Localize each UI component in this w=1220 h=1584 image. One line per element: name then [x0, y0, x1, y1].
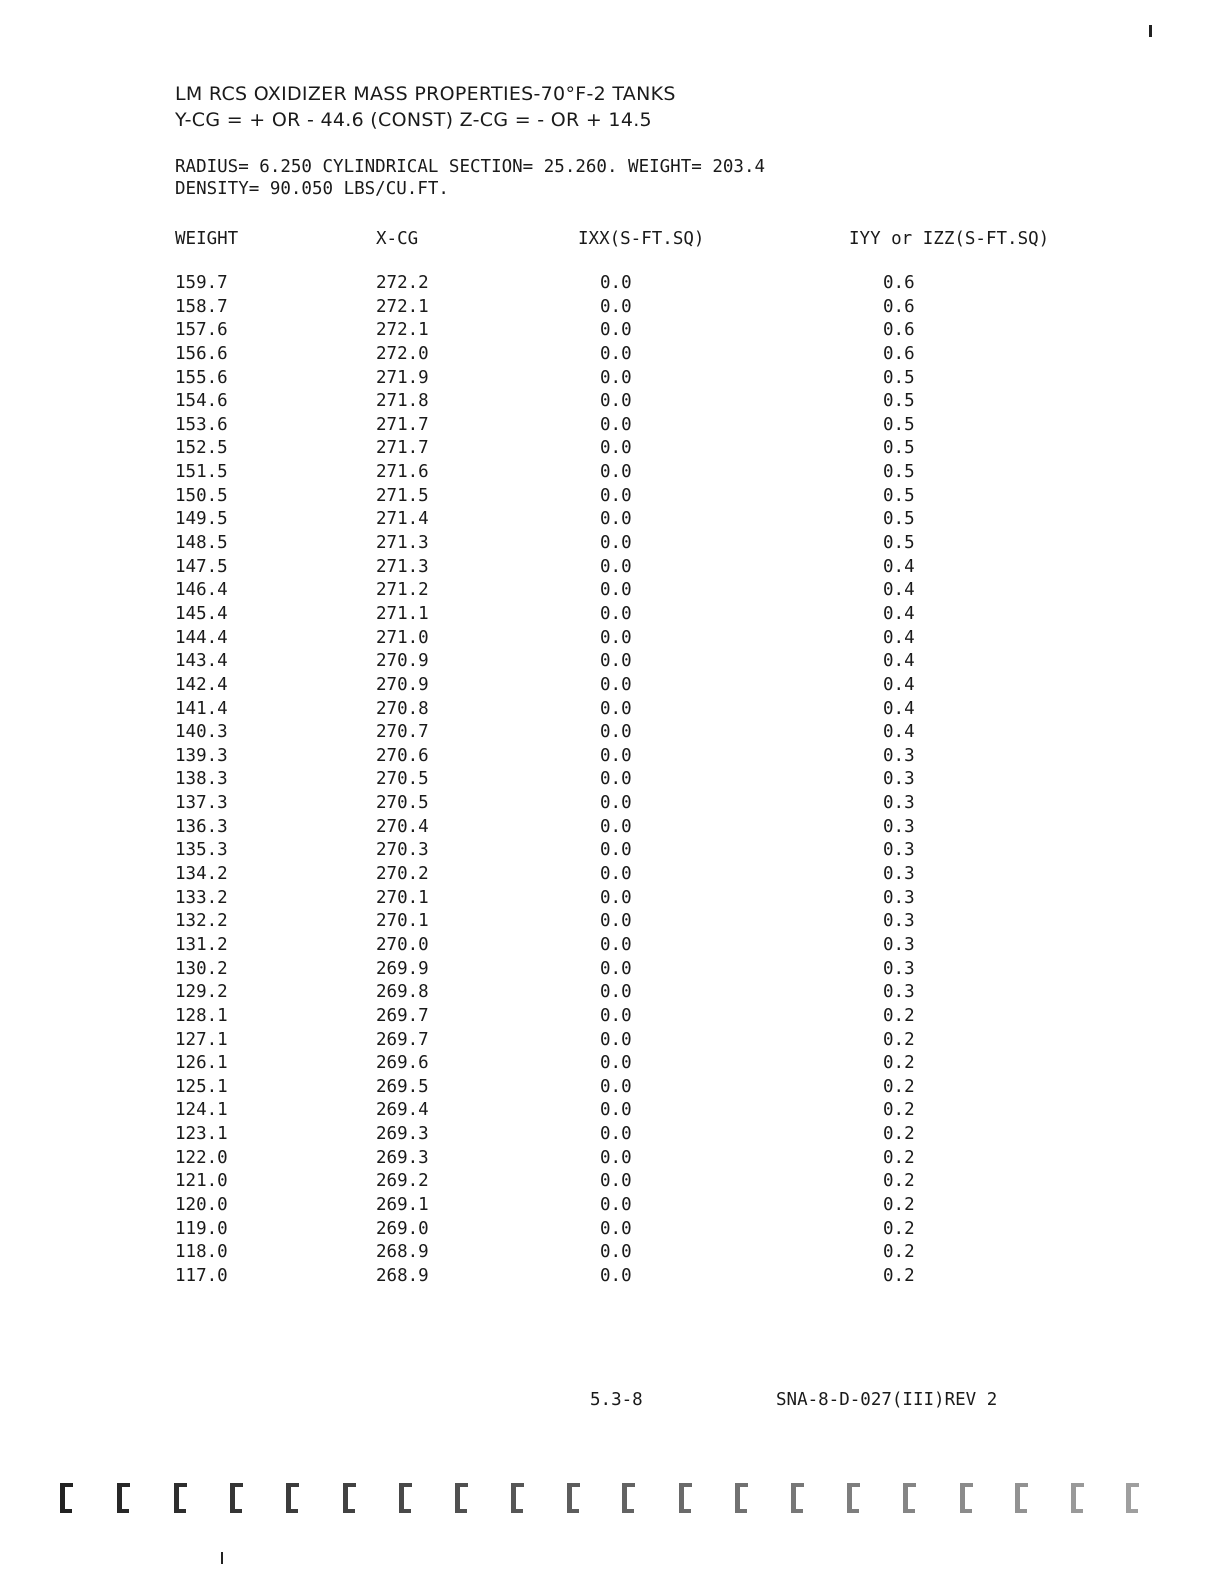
cell-weight: 117.0 [175, 1265, 228, 1286]
cell-ixx: 0.0 [600, 1242, 632, 1263]
cell-ixx: 0.0 [600, 769, 632, 790]
cell-ixx: 0.0 [600, 627, 632, 648]
cell-x-cg: 272.1 [376, 320, 429, 341]
cell-ixx: 0.0 [600, 391, 632, 412]
cell-weight: 158.7 [175, 296, 228, 317]
table-row [0, 579, 1220, 603]
cell-x-cg: 271.2 [376, 580, 429, 601]
cell-weight: 142.4 [175, 674, 228, 695]
cell-ixx: 0.0 [600, 320, 632, 341]
cell-ixx: 0.0 [600, 414, 632, 435]
cell-iyy-izz: 0.5 [883, 485, 915, 506]
header-weight: WEIGHT [175, 229, 239, 249]
cell-ixx: 0.0 [600, 580, 632, 601]
cell-iyy-izz: 0.3 [883, 745, 915, 766]
cell-weight: 120.0 [175, 1194, 228, 1215]
cell-weight: 147.5 [175, 556, 228, 577]
cell-ixx: 0.0 [600, 485, 632, 506]
cell-weight: 153.6 [175, 414, 228, 435]
cell-iyy-izz: 0.5 [883, 438, 915, 459]
cell-iyy-izz: 0.5 [883, 462, 915, 483]
cell-ixx: 0.0 [600, 556, 632, 577]
table-row [0, 485, 1220, 509]
cell-x-cg: 271.3 [376, 533, 429, 554]
cell-iyy-izz: 0.2 [883, 1076, 915, 1097]
page-subtitle: Y-CG = + OR - 44.6 (CONST) Z-CG = - OR + 14.5 [175, 109, 652, 131]
cell-x-cg: 271.1 [376, 603, 429, 624]
cell-x-cg: 271.4 [376, 509, 429, 530]
cell-weight: 150.5 [175, 485, 228, 506]
cell-ixx: 0.0 [600, 982, 632, 1003]
table-row [0, 437, 1220, 461]
cell-weight: 131.2 [175, 934, 228, 955]
cell-weight: 144.4 [175, 627, 228, 648]
cell-weight: 157.6 [175, 320, 228, 341]
table-row [0, 910, 1220, 934]
cell-iyy-izz: 0.2 [883, 1242, 915, 1263]
table-row [0, 1241, 1220, 1265]
cell-x-cg: 270.5 [376, 793, 429, 814]
cell-ixx: 0.0 [600, 1147, 632, 1168]
cell-iyy-izz: 0.3 [883, 982, 915, 1003]
cell-x-cg: 271.7 [376, 414, 429, 435]
cell-iyy-izz: 0.2 [883, 1005, 915, 1026]
scan-mark [221, 1552, 223, 1564]
cell-weight: 145.4 [175, 603, 228, 624]
cell-x-cg: 270.9 [376, 674, 429, 695]
table-row [0, 721, 1220, 745]
table-row [0, 887, 1220, 911]
table-row [0, 1029, 1220, 1053]
table-row [0, 1076, 1220, 1100]
cell-weight: 148.5 [175, 533, 228, 554]
cell-weight: 118.0 [175, 1242, 228, 1263]
cell-weight: 155.6 [175, 367, 228, 388]
cell-x-cg: 270.1 [376, 887, 429, 908]
table-row [0, 1123, 1220, 1147]
table-row [0, 603, 1220, 627]
cell-iyy-izz: 0.2 [883, 1029, 915, 1050]
cell-x-cg: 271.5 [376, 485, 429, 506]
table-row [0, 272, 1220, 296]
cell-weight: 154.6 [175, 391, 228, 412]
cell-weight: 125.1 [175, 1076, 228, 1097]
cell-x-cg: 270.4 [376, 816, 429, 837]
table-row [0, 698, 1220, 722]
cell-ixx: 0.0 [600, 1076, 632, 1097]
cell-iyy-izz: 0.3 [883, 911, 915, 932]
table-row [0, 627, 1220, 651]
cell-x-cg: 269.1 [376, 1194, 429, 1215]
cell-x-cg: 271.9 [376, 367, 429, 388]
cell-iyy-izz: 0.2 [883, 1218, 915, 1239]
cell-iyy-izz: 0.5 [883, 391, 915, 412]
table-row [0, 461, 1220, 485]
cell-weight: 146.4 [175, 580, 228, 601]
cell-x-cg: 270.6 [376, 745, 429, 766]
parameters-line: RADIUS= 6.250 CYLINDRICAL SECTION= 25.260. WEIGHT= 203.4 [175, 157, 766, 177]
cell-iyy-izz: 0.2 [883, 1053, 915, 1074]
cell-iyy-izz: 0.3 [883, 816, 915, 837]
cell-ixx: 0.0 [600, 934, 632, 955]
scan-mark [1149, 25, 1152, 37]
table-row [0, 674, 1220, 698]
table-row [0, 1147, 1220, 1171]
cell-ixx: 0.0 [600, 674, 632, 695]
cell-x-cg: 269.2 [376, 1171, 429, 1192]
cell-weight: 123.1 [175, 1124, 228, 1145]
table-row [0, 532, 1220, 556]
cell-weight: 129.2 [175, 982, 228, 1003]
table-row [0, 343, 1220, 367]
table-row [0, 839, 1220, 863]
cell-ixx: 0.0 [600, 958, 632, 979]
table-row [0, 296, 1220, 320]
table-row [0, 934, 1220, 958]
table-row [0, 556, 1220, 580]
cell-iyy-izz: 0.2 [883, 1147, 915, 1168]
cell-weight: 128.1 [175, 1005, 228, 1026]
cell-weight: 127.1 [175, 1029, 228, 1050]
cell-weight: 149.5 [175, 509, 228, 530]
cell-x-cg: 272.1 [376, 296, 429, 317]
cell-ixx: 0.0 [600, 840, 632, 861]
cell-ixx: 0.0 [600, 462, 632, 483]
density-line: DENSITY= 90.050 LBS/CU.FT. [175, 179, 449, 199]
header-x-cg: X-CG [376, 229, 419, 249]
cell-weight: 141.4 [175, 698, 228, 719]
cell-ixx: 0.0 [600, 1171, 632, 1192]
cell-ixx: 0.0 [600, 1029, 632, 1050]
cell-weight: 124.1 [175, 1100, 228, 1121]
cell-x-cg: 269.0 [376, 1218, 429, 1239]
cell-iyy-izz: 0.4 [883, 627, 915, 648]
cell-weight: 156.6 [175, 343, 228, 364]
cell-iyy-izz: 0.6 [883, 343, 915, 364]
cell-iyy-izz: 0.3 [883, 887, 915, 908]
cell-x-cg: 271.0 [376, 627, 429, 648]
cell-iyy-izz: 0.3 [883, 934, 915, 955]
cell-x-cg: 271.6 [376, 462, 429, 483]
cell-weight: 119.0 [175, 1218, 228, 1239]
cell-x-cg: 269.6 [376, 1053, 429, 1074]
cell-x-cg: 271.8 [376, 391, 429, 412]
cell-iyy-izz: 0.4 [883, 603, 915, 624]
table-row [0, 1005, 1220, 1029]
cell-ixx: 0.0 [600, 438, 632, 459]
cell-ixx: 0.0 [600, 1265, 632, 1286]
cell-ixx: 0.0 [600, 367, 632, 388]
cell-x-cg: 268.9 [376, 1242, 429, 1263]
header-iyy-izz: IYY or IZZ(S-FT.SQ) [849, 229, 1050, 249]
cell-ixx: 0.0 [600, 698, 632, 719]
table-row [0, 768, 1220, 792]
cell-x-cg: 272.2 [376, 273, 429, 293]
cell-iyy-izz: 0.2 [883, 1194, 915, 1215]
cell-ixx: 0.0 [600, 816, 632, 837]
cell-ixx: 0.0 [600, 1100, 632, 1121]
cell-iyy-izz: 0.3 [883, 864, 915, 885]
cell-x-cg: 269.7 [376, 1029, 429, 1050]
cell-weight: 159.7 [175, 273, 228, 293]
cell-x-cg: 271.3 [376, 556, 429, 577]
cell-iyy-izz: 0.4 [883, 580, 915, 601]
cell-iyy-izz: 0.2 [883, 1265, 915, 1286]
table-row [0, 745, 1220, 769]
cell-ixx: 0.0 [600, 1053, 632, 1074]
cell-x-cg: 269.4 [376, 1100, 429, 1121]
mass-properties-table [0, 272, 1220, 1289]
cell-iyy-izz: 0.2 [883, 1100, 915, 1121]
cell-x-cg: 270.5 [376, 769, 429, 790]
table-row [0, 1218, 1220, 1242]
cell-x-cg: 270.7 [376, 722, 429, 743]
cell-weight: 135.3 [175, 840, 228, 861]
cell-weight: 139.3 [175, 745, 228, 766]
cell-ixx: 0.0 [600, 722, 632, 743]
table-row [0, 508, 1220, 532]
page-number: 5.3-8 [590, 1390, 643, 1410]
cell-weight: 138.3 [175, 769, 228, 790]
cell-iyy-izz: 0.4 [883, 556, 915, 577]
cell-ixx: 0.0 [600, 1005, 632, 1026]
table-row [0, 367, 1220, 391]
cell-ixx: 0.0 [600, 296, 632, 317]
cell-x-cg: 271.7 [376, 438, 429, 459]
cell-weight: 143.4 [175, 651, 228, 672]
cell-weight: 122.0 [175, 1147, 228, 1168]
cell-x-cg: 269.5 [376, 1076, 429, 1097]
cell-weight: 137.3 [175, 793, 228, 814]
table-row [0, 1170, 1220, 1194]
cell-iyy-izz: 0.6 [883, 273, 915, 293]
cell-iyy-izz: 0.6 [883, 320, 915, 341]
cell-iyy-izz: 0.3 [883, 793, 915, 814]
table-row [0, 319, 1220, 343]
cell-ixx: 0.0 [600, 651, 632, 672]
cell-x-cg: 269.3 [376, 1124, 429, 1145]
cell-x-cg: 269.7 [376, 1005, 429, 1026]
cell-ixx: 0.0 [600, 533, 632, 554]
cell-weight: 133.2 [175, 887, 228, 908]
table-row [0, 792, 1220, 816]
cell-weight: 126.1 [175, 1053, 228, 1074]
cell-ixx: 0.0 [600, 1218, 632, 1239]
cell-ixx: 0.0 [600, 509, 632, 530]
cell-weight: 136.3 [175, 816, 228, 837]
cell-x-cg: 270.2 [376, 864, 429, 885]
cell-x-cg: 269.9 [376, 958, 429, 979]
cell-iyy-izz: 0.3 [883, 840, 915, 861]
cell-x-cg: 269.8 [376, 982, 429, 1003]
table-row [0, 1265, 1220, 1289]
cell-x-cg: 269.3 [376, 1147, 429, 1168]
cell-x-cg: 270.8 [376, 698, 429, 719]
cell-iyy-izz: 0.5 [883, 367, 915, 388]
cell-ixx: 0.0 [600, 603, 632, 624]
cell-ixx: 0.0 [600, 745, 632, 766]
cell-iyy-izz: 0.4 [883, 674, 915, 695]
scan-edge-strip [58, 1483, 1148, 1515]
table-row [0, 414, 1220, 438]
table-row [0, 958, 1220, 982]
table-row [0, 650, 1220, 674]
cell-weight: 152.5 [175, 438, 228, 459]
table-row [0, 863, 1220, 887]
cell-x-cg: 270.9 [376, 651, 429, 672]
table-row [0, 816, 1220, 840]
table-row [0, 390, 1220, 414]
cell-ixx: 0.0 [600, 1124, 632, 1145]
header-ixx: IXX(S-FT.SQ) [578, 229, 705, 249]
cell-weight: 130.2 [175, 958, 228, 979]
cell-iyy-izz: 0.2 [883, 1171, 915, 1192]
table-row [0, 1052, 1220, 1076]
cell-iyy-izz: 0.2 [883, 1124, 915, 1145]
cell-weight: 151.5 [175, 462, 228, 483]
cell-iyy-izz: 0.5 [883, 533, 915, 554]
cell-ixx: 0.0 [600, 793, 632, 814]
cell-iyy-izz: 0.3 [883, 769, 915, 790]
cell-weight: 134.2 [175, 864, 228, 885]
cell-weight: 132.2 [175, 911, 228, 932]
cell-iyy-izz: 0.4 [883, 698, 915, 719]
cell-iyy-izz: 0.5 [883, 509, 915, 530]
cell-x-cg: 270.0 [376, 934, 429, 955]
cell-ixx: 0.0 [600, 273, 632, 293]
cell-x-cg: 270.3 [376, 840, 429, 861]
cell-x-cg: 272.0 [376, 343, 429, 364]
table-row [0, 1099, 1220, 1123]
cell-ixx: 0.0 [600, 911, 632, 932]
table-row [0, 1194, 1220, 1218]
cell-ixx: 0.0 [600, 343, 632, 364]
page-title: LM RCS OXIDIZER MASS PROPERTIES-70°F-2 TANKS [175, 83, 676, 105]
cell-weight: 140.3 [175, 722, 228, 743]
cell-weight: 121.0 [175, 1171, 228, 1192]
cell-ixx: 0.0 [600, 887, 632, 908]
cell-x-cg: 270.1 [376, 911, 429, 932]
cell-iyy-izz: 0.5 [883, 414, 915, 435]
table-row [0, 981, 1220, 1005]
cell-ixx: 0.0 [600, 864, 632, 885]
cell-iyy-izz: 0.6 [883, 296, 915, 317]
cell-iyy-izz: 0.3 [883, 958, 915, 979]
cell-iyy-izz: 0.4 [883, 722, 915, 743]
cell-iyy-izz: 0.4 [883, 651, 915, 672]
cell-ixx: 0.0 [600, 1194, 632, 1215]
document-id: SNA-8-D-027(III)REV 2 [776, 1390, 998, 1410]
cell-x-cg: 268.9 [376, 1265, 429, 1286]
